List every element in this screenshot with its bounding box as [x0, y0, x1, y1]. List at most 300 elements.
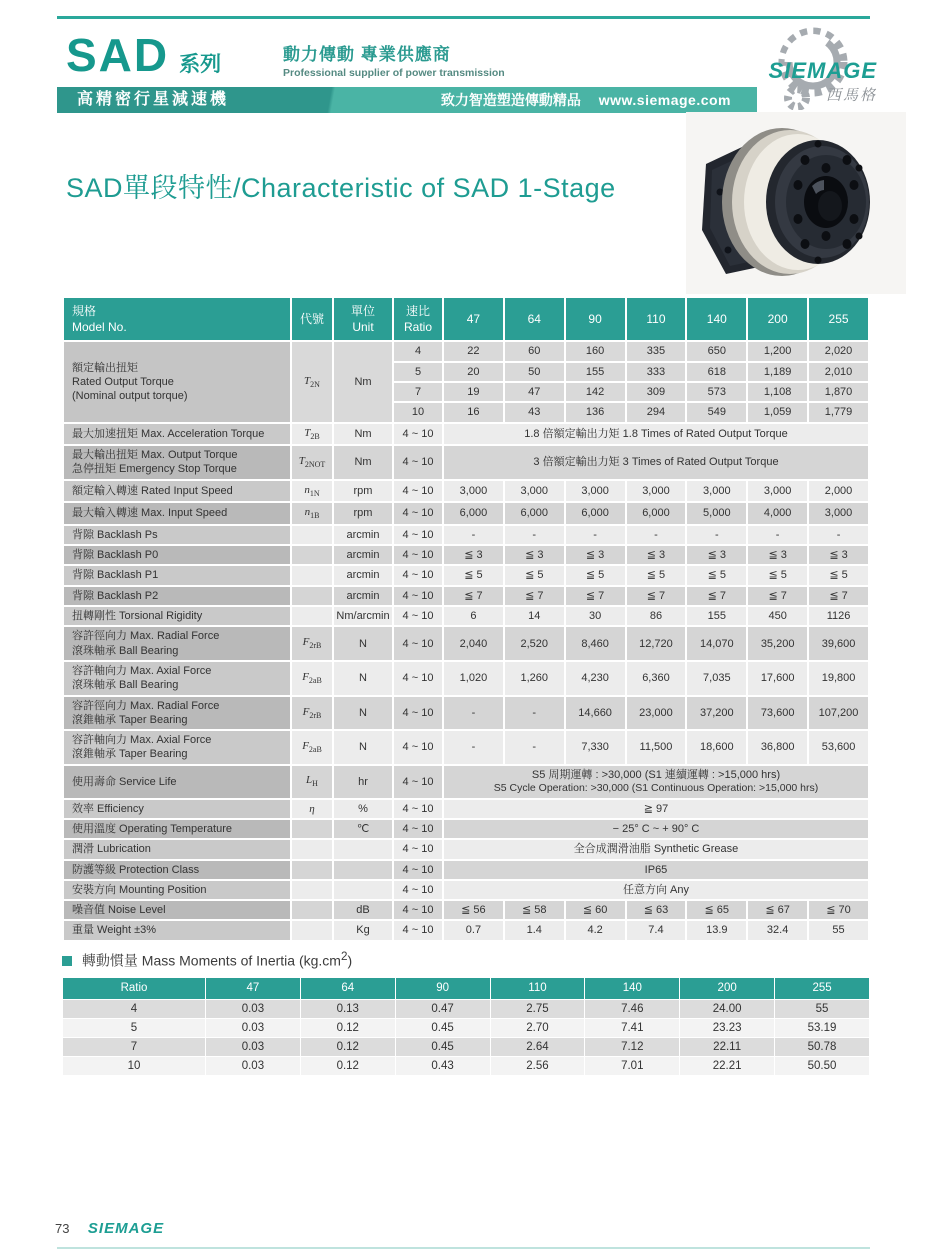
value-cell: 1,870: [809, 383, 868, 401]
value-cell: 23,000: [627, 697, 686, 730]
value-cell: 309: [627, 383, 686, 401]
inertia-ratio-cell: 10: [63, 1057, 205, 1075]
ratio-cell: 4 ~ 10: [394, 881, 442, 899]
value-cell: -: [444, 731, 503, 764]
inertia-table: [62, 977, 870, 1077]
inertia-value-cell: 0.03: [206, 1038, 300, 1056]
banner-left-text: 高精密行星減速機: [77, 91, 230, 108]
series-title: SAD: [66, 29, 170, 81]
value-cell: ≦ 58: [505, 901, 564, 919]
value-cell: 3,000: [627, 481, 686, 502]
col-header-ratio: 速比 Ratio: [394, 298, 442, 340]
inertia-value-cell: 23.23: [680, 1019, 774, 1037]
value-cell: 22: [444, 342, 503, 360]
value-cell: 3,000: [687, 481, 746, 502]
value-cell: 2,000: [809, 481, 868, 502]
spec-label-cell: 容許徑向力 Max. Radial Force 滾珠軸承 Ball Bearing: [64, 627, 290, 660]
spec-row: [64, 424, 868, 445]
spec-label-cell: 額定輸出扭矩 Rated Output Torque (Nominal output torque): [64, 342, 290, 421]
spec-label-cell: 背隙 Backlash P1: [64, 566, 290, 584]
value-cell: ≦ 7: [809, 587, 868, 605]
unit-cell: arcmin: [334, 566, 392, 584]
value-cell: 53,600: [809, 731, 868, 764]
value-cell: 30: [566, 607, 625, 625]
value-cell: 50: [505, 363, 564, 381]
unit-cell: dB: [334, 901, 392, 919]
col-header-model-size: 200: [748, 298, 807, 340]
value-cell: 39,600: [809, 627, 868, 660]
value-cell: 43: [505, 403, 564, 421]
value-cell: 6,000: [444, 503, 503, 524]
span-value-cell: 任意方向 Any: [444, 881, 868, 899]
logo-zh: 西馬格: [825, 88, 877, 104]
unit-cell: Nm/arcmin: [334, 607, 392, 625]
unit-cell: Nm: [334, 424, 392, 445]
page-number: 73: [55, 1221, 70, 1236]
spec-label-cell: 最大加速扭矩 Max. Acceleration Torque: [64, 424, 290, 445]
unit-cell: rpm: [334, 481, 392, 502]
spec-row: [64, 481, 868, 502]
code-cell: [292, 881, 332, 899]
square-bullet-icon: [62, 956, 72, 966]
unit-cell: [334, 840, 392, 858]
page-title: SAD單段特性/Characteristic of SAD 1-Stage: [66, 173, 616, 203]
value-cell: 8,460: [566, 627, 625, 660]
inertia-value-cell: 0.43: [396, 1057, 490, 1075]
inertia-section: [62, 950, 870, 1076]
spec-label-cell: 容許軸向力 Max. Axial Force 滾錐軸承 Taper Bearing: [64, 731, 290, 764]
code-cell: $F_{2aB}$: [292, 731, 332, 764]
value-cell: ≦ 5: [748, 566, 807, 584]
value-cell: 2,040: [444, 627, 503, 660]
inertia-row: [63, 1019, 869, 1037]
value-cell: 142: [566, 383, 625, 401]
col-header-model-size: 64: [505, 298, 564, 340]
value-cell: -: [444, 697, 503, 730]
inertia-header-cell: 255: [775, 978, 869, 1000]
unit-cell: rpm: [334, 503, 392, 524]
value-cell: ≦ 60: [566, 901, 625, 919]
ratio-cell: 4 ~ 10: [394, 627, 442, 660]
brand-block: [66, 28, 221, 82]
spec-label-cell: 噪音值 Noise Level: [64, 901, 290, 919]
inertia-header-cell: 47: [206, 978, 300, 1000]
spec-row: [64, 921, 868, 939]
spec-row: [64, 503, 868, 524]
inertia-header-cell: Ratio: [63, 978, 205, 1000]
value-cell: ≦ 65: [687, 901, 746, 919]
inertia-header-row: [63, 978, 869, 1000]
banner-right-text: [441, 87, 731, 113]
code-cell: [292, 546, 332, 564]
value-cell: ≦ 5: [687, 566, 746, 584]
spec-label-cell: 使用溫度 Operating Temperature: [64, 820, 290, 838]
value-cell: ≦ 3: [687, 546, 746, 564]
inertia-value-cell: 50.50: [775, 1057, 869, 1075]
value-cell: ≦ 5: [566, 566, 625, 584]
value-cell: 450: [748, 607, 807, 625]
spec-label-cell: 最大輸入轉速 Max. Input Speed: [64, 503, 290, 524]
spec-label-cell: 最大輸出扭矩 Max. Output Torque 急停扭矩 Emergency Stop Torque: [64, 446, 290, 479]
value-cell: 333: [627, 363, 686, 381]
value-cell: -: [687, 526, 746, 544]
inertia-header-cell: 200: [680, 978, 774, 1000]
inertia-title-zh: 轉動慣量: [81, 952, 138, 969]
value-cell: 4,000: [748, 503, 807, 524]
col-header-code: 代號: [292, 298, 332, 340]
spec-row: [64, 881, 868, 899]
spec-label-cell: 背隙 Backlash P0: [64, 546, 290, 564]
ratio-cell: 4 ~ 10: [394, 697, 442, 730]
span-value-cell: 1.8 倍額定輸出力矩 1.8 Times of Rated Output Torque: [444, 424, 868, 445]
value-cell: 3,000: [809, 503, 868, 524]
inertia-value-cell: 0.45: [396, 1038, 490, 1056]
span-value-cell: − 25° C ~ + 90° C: [444, 820, 868, 838]
value-cell: 6,000: [627, 503, 686, 524]
value-cell: 335: [627, 342, 686, 360]
ratio-cell: 4 ~ 10: [394, 731, 442, 764]
span-value-cell: IP65: [444, 861, 868, 879]
code-cell: $L_H$: [292, 766, 332, 798]
spec-row: [64, 607, 868, 625]
inertia-value-cell: 22.11: [680, 1038, 774, 1056]
inertia-value-cell: 2.56: [491, 1057, 585, 1075]
ratio-cell: 4 ~ 10: [394, 800, 442, 818]
tagline-zh: 動力傳動 專業供應商: [283, 45, 451, 64]
ratio-cell: 4: [394, 342, 442, 360]
value-cell: 2,520: [505, 627, 564, 660]
inertia-value-cell: 50.78: [775, 1038, 869, 1056]
value-cell: -: [505, 526, 564, 544]
value-cell: 1,020: [444, 662, 503, 695]
ratio-cell: 4 ~ 10: [394, 526, 442, 544]
teal-banner: [57, 87, 757, 113]
unit-cell: arcmin: [334, 546, 392, 564]
value-cell: 60: [505, 342, 564, 360]
value-cell: 618: [687, 363, 746, 381]
unit-cell: hr: [334, 766, 392, 798]
code-cell: $T_{2NOT}$: [292, 446, 332, 479]
value-cell: ≦ 67: [748, 901, 807, 919]
ratio-cell: 4 ~ 10: [394, 607, 442, 625]
value-cell: ≦ 5: [444, 566, 503, 584]
spec-row: [64, 342, 868, 360]
value-cell: 1,108: [748, 383, 807, 401]
value-cell: 32.4: [748, 921, 807, 939]
ratio-cell: 7: [394, 383, 442, 401]
span-value-cell: ≧ 97: [444, 800, 868, 818]
value-cell: 2,020: [809, 342, 868, 360]
spec-label-cell: 扭轉剛性 Torsional Rigidity: [64, 607, 290, 625]
value-cell: 1,200: [748, 342, 807, 360]
inertia-value-cell: 7.46: [585, 1000, 679, 1018]
ratio-cell: 4 ~ 10: [394, 503, 442, 524]
value-cell: 12,720: [627, 627, 686, 660]
inertia-ratio-cell: 4: [63, 1000, 205, 1018]
code-cell: [292, 840, 332, 858]
value-cell: 13.9: [687, 921, 746, 939]
value-cell: 14,070: [687, 627, 746, 660]
value-cell: 36,800: [748, 731, 807, 764]
spec-row: [64, 731, 868, 764]
spec-row: [64, 697, 868, 730]
value-cell: -: [444, 526, 503, 544]
code-cell: [292, 526, 332, 544]
span-value-cell: S5 周期運轉 : >30,000 (S1 連續運轉 : >15,000 hrs) S5 Cycle Operation: >30,000 (S1 Continuous Operation: >15,000 hrs): [444, 766, 868, 798]
banner-slogan: 致力智造塑造傳動精品: [440, 92, 581, 108]
value-cell: 1,059: [748, 403, 807, 421]
inertia-value-cell: 24.00: [680, 1000, 774, 1018]
inertia-title-close: ): [347, 952, 353, 969]
spec-row: [64, 901, 868, 919]
code-cell: $n_{1N}$: [292, 481, 332, 502]
spec-label-cell: 額定輸入轉速 Rated Input Speed: [64, 481, 290, 502]
value-cell: ≦ 7: [566, 587, 625, 605]
value-cell: 14: [505, 607, 564, 625]
spec-row: [64, 446, 868, 479]
spec-label-cell: 容許軸向力 Max. Axial Force 滾珠軸承 Ball Bearing: [64, 662, 290, 695]
spec-label-cell: 重量 Weight ±3%: [64, 921, 290, 939]
value-cell: ≦ 3: [809, 546, 868, 564]
inertia-value-cell: 0.03: [206, 1019, 300, 1037]
value-cell: 1,189: [748, 363, 807, 381]
code-cell: η: [292, 800, 332, 818]
value-cell: 3,000: [566, 481, 625, 502]
col-header-model-size: 140: [687, 298, 746, 340]
value-cell: 1,779: [809, 403, 868, 421]
inertia-value-cell: 7.01: [585, 1057, 679, 1075]
value-cell: 19,800: [809, 662, 868, 695]
value-cell: ≦ 7: [505, 587, 564, 605]
value-cell: ≦ 7: [687, 587, 746, 605]
inertia-title: [62, 950, 870, 971]
unit-cell: arcmin: [334, 587, 392, 605]
spec-row: [64, 546, 868, 564]
value-cell: 16: [444, 403, 503, 421]
value-cell: ≦ 7: [627, 587, 686, 605]
inertia-value-cell: 7.41: [585, 1019, 679, 1037]
value-cell: 1,260: [505, 662, 564, 695]
value-cell: 55: [809, 921, 868, 939]
inertia-value-cell: 0.47: [396, 1000, 490, 1018]
ratio-cell: 4 ~ 10: [394, 901, 442, 919]
col-header-model-size: 90: [566, 298, 625, 340]
inertia-value-cell: 2.64: [491, 1038, 585, 1056]
spec-label-cell: 潤滑 Lubrication: [64, 840, 290, 858]
value-cell: 17,600: [748, 662, 807, 695]
unit-cell: N: [334, 662, 392, 695]
code-cell: [292, 921, 332, 939]
value-cell: 107,200: [809, 697, 868, 730]
tagline-en: Professional supplier of power transmission: [283, 67, 505, 79]
value-cell: -: [505, 697, 564, 730]
website-url: www.siemage.com: [598, 92, 731, 108]
value-cell: -: [505, 731, 564, 764]
value-cell: ≦ 5: [809, 566, 868, 584]
value-cell: 6,000: [505, 503, 564, 524]
inertia-value-cell: 0.03: [206, 1000, 300, 1018]
value-cell: 18,600: [687, 731, 746, 764]
inertia-value-cell: 0.12: [301, 1038, 395, 1056]
value-cell: 14,660: [566, 697, 625, 730]
value-cell: ≦ 3: [627, 546, 686, 564]
ratio-cell: 4 ~ 10: [394, 820, 442, 838]
bottom-divider-rule: [57, 1247, 870, 1249]
inertia-header-cell: 140: [585, 978, 679, 1000]
ratio-cell: 4 ~ 10: [394, 446, 442, 479]
code-cell: [292, 820, 332, 838]
col-header-model: 規格 Model No.: [64, 298, 290, 340]
value-cell: 3,000: [444, 481, 503, 502]
value-cell: 19: [444, 383, 503, 401]
ratio-cell: 4 ~ 10: [394, 424, 442, 445]
value-cell: 73,600: [748, 697, 807, 730]
value-cell: 2,010: [809, 363, 868, 381]
spec-table-section: [62, 296, 870, 942]
company-tagline: [283, 40, 505, 79]
value-cell: 1.4: [505, 921, 564, 939]
unit-cell: [334, 881, 392, 899]
value-cell: ≦ 7: [748, 587, 807, 605]
inertia-value-cell: 0.12: [301, 1057, 395, 1075]
value-cell: 155: [566, 363, 625, 381]
unit-cell: arcmin: [334, 526, 392, 544]
code-cell: $T_{2N}$: [292, 342, 332, 421]
value-cell: 6,000: [566, 503, 625, 524]
value-cell: 650: [687, 342, 746, 360]
value-cell: ≦ 3: [748, 546, 807, 564]
spec-label-cell: 安裝方向 Mounting Position: [64, 881, 290, 899]
spec-row: [64, 662, 868, 695]
inertia-value-cell: 0.45: [396, 1019, 490, 1037]
unit-cell: N: [334, 627, 392, 660]
ratio-cell: 4 ~ 10: [394, 546, 442, 564]
unit-cell: ℃: [334, 820, 392, 838]
value-cell: 7.4: [627, 921, 686, 939]
span-value-cell: 3 倍額定輸出力矩 3 Times of Rated Output Torque: [444, 446, 868, 479]
col-header-model-size: 255: [809, 298, 868, 340]
inertia-value-cell: 0.13: [301, 1000, 395, 1018]
value-cell: ≦ 7: [444, 587, 503, 605]
page-footer: [55, 1220, 164, 1238]
top-divider-rule: [57, 16, 870, 19]
inertia-title-sup: 2: [340, 950, 348, 963]
spec-label-cell: 容許徑向力 Max. Radial Force 滾錐軸承 Taper Bearing: [64, 697, 290, 730]
value-cell: 7,330: [566, 731, 625, 764]
value-cell: 6: [444, 607, 503, 625]
col-header-unit: 單位 Unit: [334, 298, 392, 340]
value-cell: -: [748, 526, 807, 544]
value-cell: 3,000: [505, 481, 564, 502]
value-cell: 573: [687, 383, 746, 401]
value-cell: 136: [566, 403, 625, 421]
spec-row: [64, 800, 868, 818]
value-cell: -: [566, 526, 625, 544]
value-cell: 5,000: [687, 503, 746, 524]
value-cell: ≦ 56: [444, 901, 503, 919]
code-cell: [292, 607, 332, 625]
ratio-cell: 4 ~ 10: [394, 766, 442, 798]
inertia-header-cell: 110: [491, 978, 585, 1000]
unit-cell: Kg: [334, 921, 392, 939]
unit-cell: N: [334, 731, 392, 764]
code-cell: [292, 901, 332, 919]
value-cell: 47: [505, 383, 564, 401]
inertia-value-cell: 7.12: [585, 1038, 679, 1056]
value-cell: 1126: [809, 607, 868, 625]
value-cell: ≦ 5: [627, 566, 686, 584]
value-cell: 4.2: [566, 921, 625, 939]
value-cell: 11,500: [627, 731, 686, 764]
unit-cell: [334, 861, 392, 879]
spec-table: [62, 296, 870, 942]
value-cell: 4,230: [566, 662, 625, 695]
value-cell: -: [809, 526, 868, 544]
spec-label-cell: 使用壽命 Service Life: [64, 766, 290, 798]
inertia-value-cell: 0.12: [301, 1019, 395, 1037]
code-cell: [292, 587, 332, 605]
spec-label-cell: 防護等級 Protection Class: [64, 861, 290, 879]
ratio-cell: 10: [394, 403, 442, 421]
value-cell: ≦ 3: [444, 546, 503, 564]
ratio-cell: 4 ~ 10: [394, 566, 442, 584]
series-suffix: 系列: [179, 53, 222, 76]
inertia-value-cell: 53.19: [775, 1019, 869, 1037]
ratio-cell: 4 ~ 10: [394, 587, 442, 605]
inertia-value-cell: 55: [775, 1000, 869, 1018]
code-cell: $F_{2aB}$: [292, 662, 332, 695]
value-cell: 6,360: [627, 662, 686, 695]
value-cell: 294: [627, 403, 686, 421]
spec-label-cell: 效率 Efficiency: [64, 800, 290, 818]
inertia-value-cell: 2.70: [491, 1019, 585, 1037]
spec-header-row: [64, 298, 868, 340]
inertia-row: [63, 1038, 869, 1056]
inertia-row: [63, 1057, 869, 1075]
logo-wordmark: SIEMAGE: [768, 58, 877, 83]
value-cell: 86: [627, 607, 686, 625]
value-cell: ≦ 70: [809, 901, 868, 919]
value-cell: ≦ 63: [627, 901, 686, 919]
col-header-model-size: 110: [627, 298, 686, 340]
spec-row: [64, 587, 868, 605]
inertia-value-cell: 2.75: [491, 1000, 585, 1018]
spec-row: [64, 627, 868, 660]
value-cell: ≦ 5: [505, 566, 564, 584]
col-header-model-size: 47: [444, 298, 503, 340]
inertia-ratio-cell: 7: [63, 1038, 205, 1056]
gearbox-product-image: [686, 112, 906, 294]
footer-logo: SIEMAGE: [87, 1220, 165, 1237]
value-cell: 37,200: [687, 697, 746, 730]
inertia-value-cell: 0.03: [206, 1057, 300, 1075]
value-cell: ≦ 3: [566, 546, 625, 564]
value-cell: 20: [444, 363, 503, 381]
spec-row: [64, 526, 868, 544]
inertia-value-cell: 22.21: [680, 1057, 774, 1075]
spec-row: [64, 566, 868, 584]
inertia-header-cell: 90: [396, 978, 490, 1000]
spec-row: [64, 766, 868, 798]
spec-label-cell: 背隙 Backlash P2: [64, 587, 290, 605]
inertia-title-en: Mass Moments of Inertia (kg.cm: [141, 952, 341, 969]
value-cell: 549: [687, 403, 746, 421]
unit-cell: %: [334, 800, 392, 818]
value-cell: -: [627, 526, 686, 544]
unit-cell: Nm: [334, 446, 392, 479]
code-cell: $n_{1B}$: [292, 503, 332, 524]
span-value-cell: 全合成潤滑油脂 Synthetic Grease: [444, 840, 868, 858]
